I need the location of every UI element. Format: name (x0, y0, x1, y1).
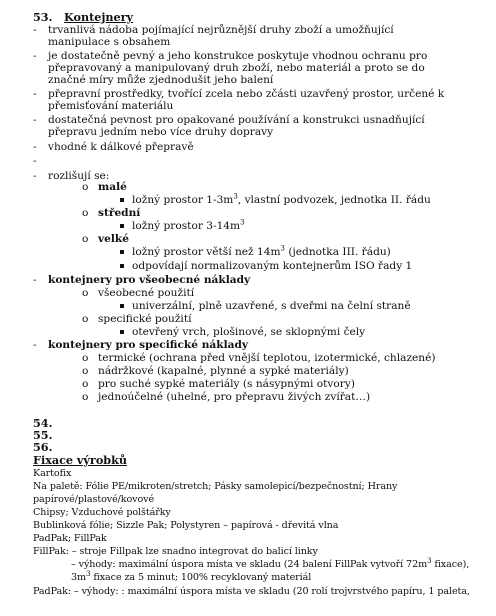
text-line: PadPak; FillPak (33, 533, 107, 544)
square-bullet (120, 264, 124, 268)
dash-marker: - (33, 339, 37, 351)
subheading: kontejnery pro všeobecné náklady (48, 274, 251, 286)
section-number: 53. (33, 10, 53, 24)
size-label: střední (98, 207, 141, 219)
square-bullet (120, 198, 124, 202)
bullet-line: přepravní prostředky, tvořící zcela nebo zčásti uzavřený prostor, určené k (48, 88, 445, 100)
text-line: Na paletě: Fólie PE/mikroten/stretch; Pásky samolepicí/bezpečnostní; Hrany (33, 481, 398, 492)
subheading: kontejnery pro specifické náklady (48, 339, 249, 351)
dash-marker: - (33, 24, 37, 36)
dash-marker: - (33, 274, 37, 286)
bullet-line: je dostatečně pevný a jeho konstrukce poskytuje vhodnou ochranu pro (48, 50, 428, 62)
circle-bullet: o (82, 181, 89, 193)
size-item: ložný prostor větší než $14m^3$ (jednotka III. řádu) (132, 244, 391, 258)
section-number: 54. (33, 416, 53, 430)
size-item: ložný prostor $3-14m^3$ (132, 218, 245, 232)
text-line: FillPak: – stroje Fillpak lze snadno integrovat do balicí linky (33, 546, 318, 557)
dash-marker: - (33, 88, 37, 100)
square-bullet (120, 330, 124, 334)
size-item: univerzální, plně uzavřené, s dveřmi na čelní straně (132, 300, 411, 312)
size-item: odpovídají normalizovaným kontejnerům ISO řady 1 (132, 260, 413, 272)
section-title: Kontejnery (64, 10, 134, 24)
circle-bullet: o (82, 313, 89, 325)
square-bullet (120, 224, 124, 228)
bullet-line: manipulace s obsahem (48, 36, 171, 48)
circle-bullet: o (82, 365, 89, 377)
dash-marker: - (33, 114, 37, 126)
sub-item: nádržkové (kapalné, plynné a sypké materiály) (98, 365, 349, 377)
size-item: ložný prostor $1-3m^3$, vlastní podvozek, jednotka II. řádu (132, 192, 431, 206)
dash-marker: - (33, 50, 37, 62)
circle-bullet: o (82, 207, 89, 219)
sub-item: všeobecné použití (98, 287, 195, 299)
section-number: 56. (33, 440, 53, 454)
rozlisuji-label: rozlišují se: (48, 170, 110, 182)
text-line: papírové/plastové/kovové (33, 494, 155, 505)
circle-bullet: o (82, 233, 89, 245)
text-line: PadPak: – výhody: : maximální úspora místa ve skladu (20 rolí trojvrstvého papíru, 1 paleta, (33, 586, 470, 597)
text-line: Chipsy; Vzduchové polštářky (33, 507, 171, 518)
bullet-line: značné míry může zjednodušit jeho balení (48, 74, 274, 86)
sub-item: jednoúčelné (uhelné, pro přepravu živých zvířat…) (98, 391, 371, 403)
bullet-line: dostatečná pevnost pro opakované používání a konstrukci usnadňující (48, 114, 425, 126)
section-title: Fixace výrobků (33, 453, 128, 467)
size-label: velké (98, 233, 130, 245)
text-line: $3m^3$ fixace za 5 minut; 100% recyklovaný materiál (71, 569, 312, 583)
sub-item: termické (ochrana před vnější teplotou, izotermické, chlazené) (98, 352, 436, 364)
dash-marker: - (33, 155, 37, 167)
dash-marker: - (33, 141, 37, 153)
bullet-line: vhodné k dálkové přepravě (48, 141, 194, 153)
text-line: Bublinková fólie; Sizzle Pak; Polystyren – papírová - dřevitá vlna (33, 520, 339, 531)
bullet-line: trvanlivá nádoba pojímající nejrůznější druhy zboží a umožňující (48, 24, 394, 36)
square-bullet (120, 304, 124, 308)
circle-bullet: o (82, 287, 89, 299)
circle-bullet: o (82, 391, 89, 403)
text-line: Kartofix (33, 468, 72, 479)
sub-item: specifické použití (98, 313, 192, 325)
size-label: malé (98, 181, 127, 193)
dash-marker: - (33, 170, 37, 182)
circle-bullet: o (82, 352, 89, 364)
text-line: – výhody: maximální úspora místa ve skladu (24 balení FillPak vytvoří $72m^3$ fixace), (71, 556, 470, 570)
bullet-line: přepravovaný a manipulovaný druh zboží, nebo materiál a proto se do (48, 62, 425, 74)
square-bullet (120, 250, 124, 254)
size-item: otevřený vrch, plošinové, se sklopnými čely (132, 326, 366, 338)
bullet-line: přepravu jedním nebo více druhy dopravy (48, 126, 274, 138)
sub-item: pro suché sypké materiály (s násypnými otvory) (98, 378, 355, 390)
bullet-line: přemisťování materiálu (48, 100, 174, 112)
section-number: 55. (33, 428, 53, 442)
circle-bullet: o (82, 378, 89, 390)
